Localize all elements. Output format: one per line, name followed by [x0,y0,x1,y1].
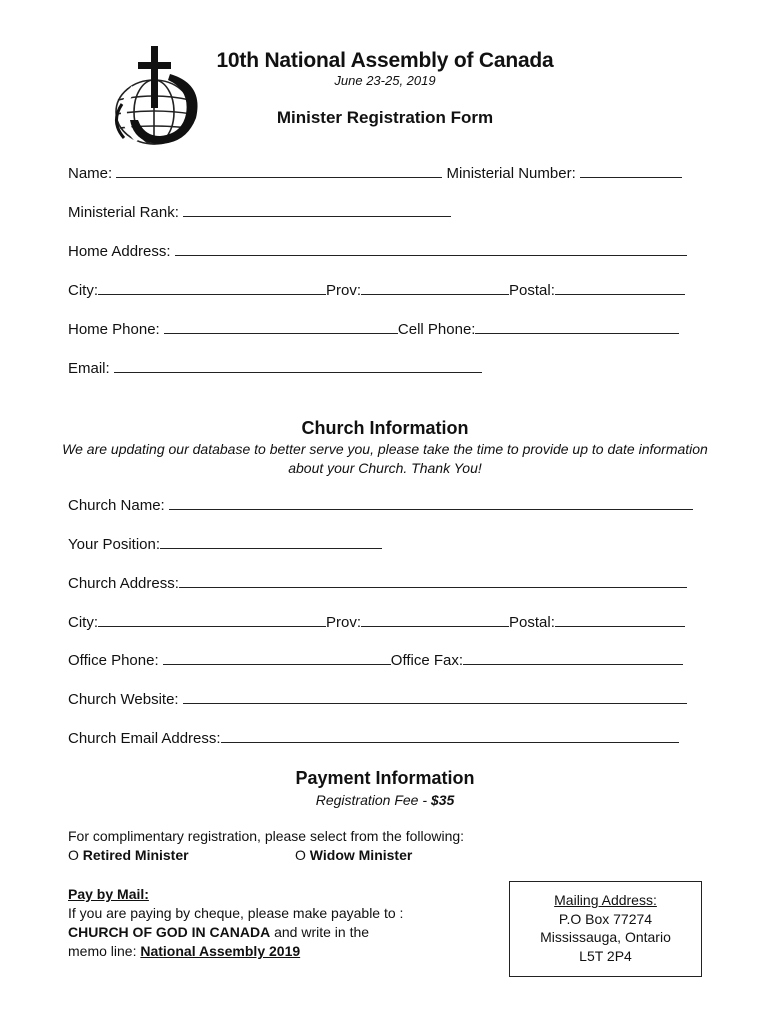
prov-field[interactable] [361,281,509,295]
ministerial-rank-field[interactable] [183,203,451,217]
ministerial-number-label: Ministerial Number: [446,165,576,182]
church-address-row [68,574,687,594]
church-email-label: Church Email Address: [68,730,221,747]
church-website-row [68,690,687,710]
payee-name: CHURCH OF GOD IN CANADA [68,924,271,940]
mailing-address-line1: P.O Box 77274 [558,910,653,927]
mailing-address-line3: L5T 2P4 [579,947,632,964]
cell-phone-field[interactable] [475,320,679,334]
home-address-field[interactable] [175,242,687,256]
church-name-field[interactable] [169,496,693,510]
church-address-label: Church Address: [68,575,179,592]
form-title: Minister Registration Form [276,108,494,127]
office-fax-label: Office Fax: [390,652,464,669]
widow-minister-radio[interactable]: O [295,847,306,863]
mailing-address-box [509,881,702,977]
office-phone-label: Office Phone: [68,652,159,669]
home-phone-field[interactable] [164,320,398,334]
memo-label: memo line: [68,943,141,959]
retired-minister-radio[interactable]: O [68,847,79,863]
cheque-instructions: If you are paying by cheque, please make payable to : [68,905,404,921]
complimentary-text: For complimentary registration, please select from the following: [68,828,465,844]
widow-minister-option[interactable] [295,846,412,865]
event-title: 10th National Assembly of Canada [216,49,554,72]
home-address-row [68,242,687,262]
memo-value: National Assembly 2019 [140,943,301,959]
church-city-field[interactable] [98,613,326,627]
church-name-label: Church Name: [68,497,165,514]
mailing-address-line2: Mississauga, Ontario [540,929,671,945]
church-email-row [68,729,679,749]
church-email-field[interactable] [221,729,679,743]
email-field[interactable] [114,359,482,373]
church-postal-field[interactable] [555,613,685,627]
prov-label: Prov: [326,282,362,299]
retired-minister-label: Retired Minister [82,847,189,863]
name-row [68,164,682,184]
ministerial-number-field[interactable] [580,164,682,178]
registration-fee-label: Registration Fee - [315,792,431,808]
ministerial-rank-label: Ministerial Rank: [68,204,179,221]
city-label: City: [68,282,98,299]
church-address-field[interactable] [179,574,687,588]
position-label: Your Position: [68,536,161,553]
office-phone-field[interactable] [163,651,391,665]
city-prov-postal-row [68,281,685,301]
pay-by-mail-heading [68,885,149,904]
event-date: June 23-25, 2019 [334,73,436,88]
registration-fee [0,792,770,808]
memo-line [68,942,300,961]
position-field[interactable] [160,535,382,549]
position-row [68,535,382,555]
phone-row [68,320,679,340]
office-fax-field[interactable] [463,651,683,665]
payee-line [68,923,369,942]
city-field[interactable] [98,281,326,295]
ministerial-rank-row [68,203,451,223]
name-field[interactable] [116,164,442,178]
cell-phone-label: Cell Phone: [397,321,476,338]
church-postal-label: Postal: [509,614,555,631]
registration-fee-amount: $35 [430,792,455,808]
payment-info-heading: Payment Information [295,768,475,788]
church-website-label: Church Website: [68,691,179,708]
church-name-row [68,496,693,516]
church-prov-field[interactable] [361,613,509,627]
retired-minister-option[interactable] [68,846,189,865]
church-city-label: City: [68,614,98,631]
payee-line-rest: and write in the [270,924,370,940]
church-info-intro: We are updating our database to better serve you, please take the time to provide up to date information about your Church. Thank You! [62,441,708,476]
church-website-field[interactable] [183,690,687,704]
church-city-prov-postal-row [68,613,685,633]
church-info-heading: Church Information [301,418,469,438]
widow-minister-label: Widow Minister [309,847,413,863]
email-label: Email: [68,360,110,377]
home-address-label: Home Address: [68,243,171,260]
email-row [68,359,482,379]
mailing-address-heading: Mailing Address: [554,892,657,908]
name-label: Name: [68,165,113,182]
home-phone-label: Home Phone: [68,321,160,338]
pay-by-mail-label: Pay by Mail: [68,886,149,902]
church-prov-label: Prov: [326,614,362,631]
office-phone-fax-row [68,651,683,671]
postal-field[interactable] [555,281,685,295]
postal-label: Postal: [509,282,555,299]
